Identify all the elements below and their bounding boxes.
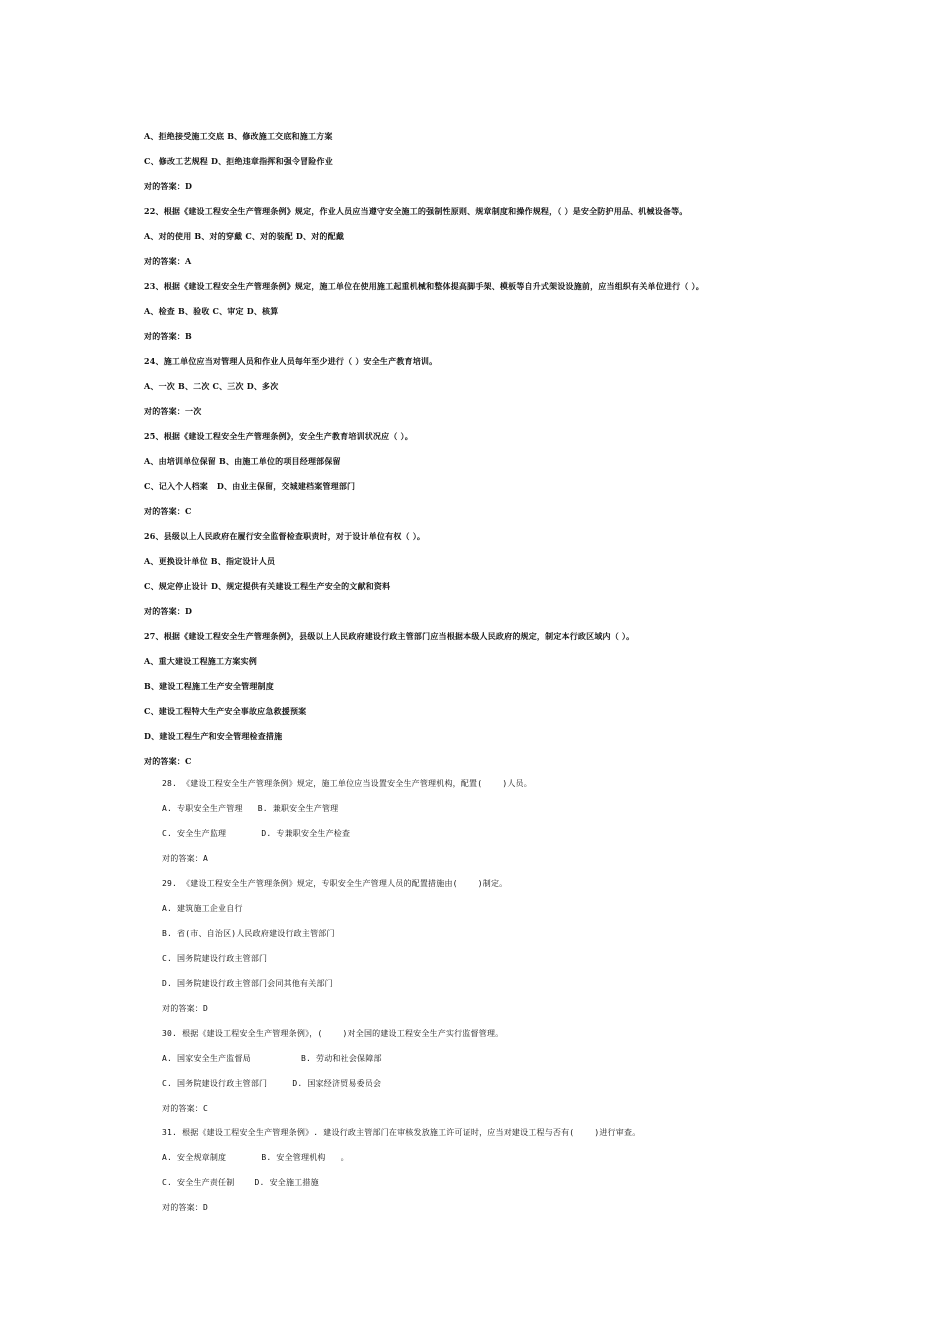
answer-line: 对的答案：B <box>144 331 192 341</box>
option-line: C. 国务院建设行政主管部门 <box>162 954 268 963</box>
answer-line: 对的答案：A <box>144 256 192 266</box>
option-line: B. 省(市、自治区)人民政府建设行政主管部门 <box>162 929 335 938</box>
answer-line: 对的答案：D <box>144 181 193 191</box>
option-line: A. 国家安全生产监督局 B. 劳动和社会保障部 <box>162 1054 382 1063</box>
option-line: A、更换设计单位 B、指定设计人员 <box>144 556 276 566</box>
option-line: A、重大建设工程施工方案实例 <box>144 656 258 666</box>
question-line: 22、根据《建设工程安全生产管理条例》规定，作业人员应当遵守安全施工的强制性原则、规章制度和操作规程，（ ）是安全防护用品、机械设备等。 <box>144 206 688 216</box>
option-line: A、检查 B、验收 C、审定 D、核算 <box>144 306 279 316</box>
answer-line: 对的答案：D <box>162 1203 209 1212</box>
option-line: C、修改工艺规程 D、拒绝违章指挥和强令冒险作业 <box>144 156 333 166</box>
option-line: A. 专职安全生产管理 B. 兼职安全生产管理 <box>162 804 339 813</box>
option-line: C. 安全生产责任制 D. 安全施工措施 <box>162 1178 319 1187</box>
question-line: 25、根据《建设工程安全生产管理条例》，安全生产教育培训状况应（ ）。 <box>144 431 413 441</box>
question-line: 28. 《建设工程安全生产管理条例》规定，施工单位应当设置安全生产管理机构，配置( )人员。 <box>162 779 532 788</box>
answer-line: 对的答案：C <box>144 506 192 516</box>
question-line: 29. 《建设工程安全生产管理条例》规定，专职安全生产管理人员的配置措施由( )制定。 <box>162 879 508 888</box>
option-line: A、一次 B、二次 C、三次 D、多次 <box>144 381 279 391</box>
answer-line: 对的答案：D <box>144 606 193 616</box>
question-line: 27、根据《建设工程安全生产管理条例》，县级以上人民政府建设行政主管部门应当根据本级人民政府的规定，制定本行政区域内（ ）。 <box>144 631 635 641</box>
question-line: 24、施工单位应当对管理人员和作业人员每年至少进行（ ）安全生产教育培训。 <box>144 356 438 366</box>
option-line: C、建设工程特大生产安全事故应急救援预案 <box>144 706 307 716</box>
question-line: 30. 根据《建设工程安全生产管理条例》，( )对全国的建设工程安全生产实行监督管理。 <box>162 1029 504 1038</box>
answer-line: 对的答案：一次 <box>144 406 202 416</box>
option-line: C、记入个人档案 D、由业主保留，交城建档案管理部门 <box>144 481 356 491</box>
option-line: C. 国务院建设行政主管部门 D. 国家经济贸易委员会 <box>162 1079 382 1088</box>
answer-line: 对的答案：A <box>162 854 209 863</box>
option-line: A、由培训单位保留 B、由施工单位的项目经理部保留 <box>144 456 341 466</box>
question-line: 26、县级以上人民政府在履行安全监督检查职责时，对于设计单位有权（ ）。 <box>144 531 426 541</box>
question-line: 31. 根据《建设工程安全生产管理条例》. 建设行政主管部门在审核发放施工许可证时，应当对建设工程与否有( )进行审查。 <box>162 1128 641 1137</box>
option-line: B、建设工程施工生产安全管理制度 <box>144 681 274 691</box>
option-line: A. 建筑施工企业自行 <box>162 904 243 913</box>
option-line: D. 国务院建设行政主管部门会同其他有关部门 <box>162 979 333 988</box>
option-line: D、建设工程生产和安全管理检查措施 <box>144 731 283 741</box>
answer-line: 对的答案：C <box>144 756 192 766</box>
option-line: A. 安全规章制度 B. 安全管理机构 。 <box>162 1153 349 1162</box>
option-line: C. 安全生产监理 D. 专兼职安全生产检查 <box>162 829 351 838</box>
answer-line: 对的答案：C <box>162 1104 209 1113</box>
option-line: A、拒绝接受施工交底 B、修改施工交底和施工方案 <box>144 131 333 141</box>
question-line: 23、根据《建设工程安全生产管理条例》规定，施工单位在使用施工起重机械和整体提高脚手架、模板等自升式架设设施前，应当组织有关单位进行（ ）。 <box>144 281 704 291</box>
answer-line: 对的答案：D <box>162 1004 209 1013</box>
option-line: C、规定停止设计 D、规定提供有关建设工程生产安全的文献和资料 <box>144 581 391 591</box>
option-line: A、对的使用 B、对的穿戴 C、对的装配 D、对的配戴 <box>144 231 345 241</box>
